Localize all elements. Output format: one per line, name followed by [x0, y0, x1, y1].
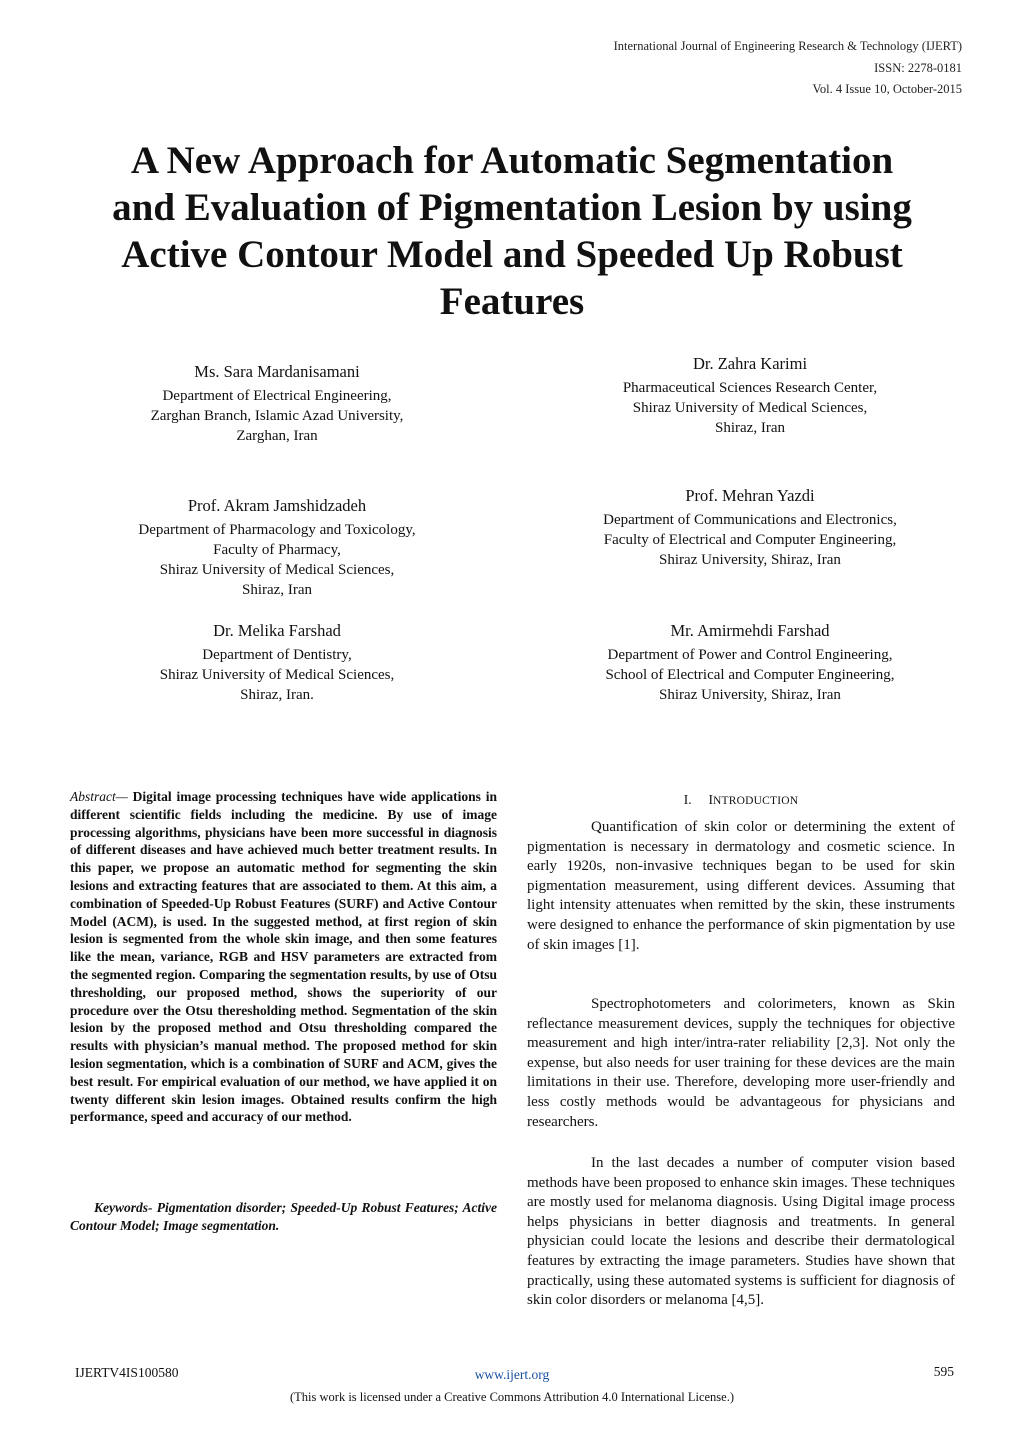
- section-number: I.: [683, 792, 692, 807]
- section-title-rest: NTRODUCTION: [713, 795, 799, 807]
- author-affiliation: Department of Communications and Electronics,: [603, 512, 897, 528]
- title-line: Active Contour Model and Speeded Up Robust: [121, 233, 903, 276]
- intro-paragraph: [527, 818, 955, 955]
- author-affiliation: Zarghan, Iran: [236, 428, 318, 444]
- author-name: Ms. Sara Mardanisamani: [194, 362, 360, 381]
- footer-paper-id: IJERTV4IS100580: [75, 1365, 179, 1380]
- footer-journal-link[interactable]: [0, 1367, 1024, 1383]
- author-affiliation: Department of Pharmacology and Toxicology,: [138, 522, 416, 538]
- author-affiliation: Faculty of Pharmacy,: [213, 542, 341, 558]
- paragraph-text: Spectrophotometers and colorimeters, known as Skin reflectance measurement devices, supply the techniques for objective measurement and high inter/intra-rater reliability [2,3]. Not only the expense, but also needs for user training for these devices are the main limitations in their use. Therefore, developing more user-friendly and less costly methods would be advantageous for physicians and researchers.: [527, 996, 955, 1130]
- author-affiliation: Zarghan Branch, Islamic Azad University,: [150, 408, 404, 424]
- author-affiliation: School of Electrical and Computer Engineering,: [605, 667, 895, 683]
- title-line: A New Approach for Automatic Segmentation: [130, 139, 894, 182]
- author-name: Prof. Akram Jamshidzadeh: [187, 496, 367, 515]
- author-affiliation: Department of Power and Control Engineering,: [607, 647, 893, 663]
- journal-header: [614, 36, 962, 101]
- author-affiliation: Shiraz University of Medical Sciences,: [159, 562, 395, 578]
- keywords: [70, 1199, 497, 1235]
- journal-volume: Vol. 4 Issue 10, October-2015: [812, 82, 962, 96]
- author-name: Dr. Melika Farshad: [213, 621, 341, 640]
- author-affiliation: Shiraz University, Shiraz, Iran: [659, 552, 841, 568]
- abstract: [70, 788, 497, 1126]
- section-heading-introduction: [527, 792, 955, 808]
- author-affiliation: Department of Dentistry,: [202, 647, 352, 663]
- author-affiliation: Pharmaceutical Sciences Research Center,: [622, 380, 878, 396]
- intro-paragraph: [527, 995, 955, 1132]
- journal-issn: ISSN: 2278-0181: [874, 60, 962, 75]
- section-title-initial: I: [708, 792, 713, 807]
- abstract-label: Abstract—: [70, 789, 128, 804]
- abstract-text: Digital image processing techniques have wide applications in different scientific fields including the medicine. By use of image processing algorithms, physicians have been more successful in diagnosis of different diseases and have achieved much better treatment results. In this paper, we propose an automatic method for segmenting the skin lesions and extracting features that are associated to them. At this aim, a combination of Speeded-Up Robust Features (SURF) and Active Contour Model (ACM), is used. In the suggested method, at first region of skin lesion is segmented from the whole skin image, and then some features like the mean, variance, RGB and HSV parameters are extracted from the segmented region. Comparing the segmentation results, by use of Otsu thresholding, our proposed method, shows the superiority of our procedure over the Otsu theresholding method. Segmentation of the skin lesion by the proposed method and Otsu thresholding compared the results with physician’s manual method. The proposed method for skin lesion segmentation, which is a combination of SURF and ACM, gives the best result. For empirical evaluation of our method, we have applied it on twenty different skin lesion images. Obtained results confirm the high performance, speed and accuracy of our method.: [70, 789, 498, 1125]
- author-block-karimi: [560, 354, 940, 438]
- paper-title: [62, 137, 962, 325]
- author-affiliation: Shiraz, Iran: [242, 582, 312, 598]
- license-notice: (This work is licensed under a Creative Commons Attribution 4.0 International License.): [290, 1390, 734, 1404]
- author-name: Mr. Amirmehdi Farshad: [670, 621, 830, 640]
- title-line: Features: [439, 280, 585, 323]
- author-affiliation: Shiraz, Iran: [715, 420, 785, 436]
- author-block-jamshidzadeh: [92, 496, 462, 600]
- author-affiliation: Faculty of Electrical and Computer Engineering,: [603, 532, 897, 548]
- title-line: and Evaluation of Pigmentation Lesion by using: [112, 186, 912, 229]
- author-name: Prof. Mehran Yazdi: [685, 486, 815, 505]
- page-number: 595: [933, 1364, 954, 1379]
- author-affiliation: Shiraz University of Medical Sciences,: [632, 400, 868, 416]
- author-block-melika-farshad: [92, 621, 462, 705]
- author-affiliation: Shiraz, Iran.: [240, 687, 314, 703]
- author-affiliation: Shiraz University, Shiraz, Iran: [659, 687, 841, 703]
- footer-url-text[interactable]: www.ijert.org: [474, 1367, 550, 1382]
- author-block-amirmehdi-farshad: [560, 621, 940, 705]
- paragraph-text: Quantification of skin color or determining the extent of pigmentation is necessary in dermatology and cosmetic science. In early 1920s, non-invasive techniques began to be used for skin pigmentation measurement, using different devices. Assuming that light intensity attenuates when remitted by the skin, these instruments were designed to enhance the performance of skin pigmentation by use of skin images [1].: [527, 819, 955, 953]
- intro-paragraph: [527, 1154, 955, 1311]
- author-block-yazdi: [560, 486, 940, 570]
- author-affiliation: Shiraz University of Medical Sciences,: [159, 667, 395, 683]
- journal-name: International Journal of Engineering Research & Technology (IJERT): [613, 39, 962, 53]
- keywords-label: Keywords-: [94, 1200, 153, 1215]
- paragraph-text: In the last decades a number of computer vision based methods have been proposed to enhance skin images. These techniques are mostly used for melanoma diagnosis. Using Digital image process helps physicians in better diagnosis and treatments. In general physician could locate the lesions and describe their dermatological features by extracting the image parameters. Studies have shown that practically, using these automated systems is sufficient for diagnosis of skin color disorders or melanoma [4,5].: [527, 1155, 955, 1309]
- author-name: Dr. Zahra Karimi: [692, 354, 808, 373]
- keywords-text: Pigmentation disorder; Speeded-Up Robust Features; Active Contour Model; Image segmentation.: [70, 1200, 498, 1233]
- author-block-mardanisamani: [92, 362, 462, 446]
- author-affiliation: Department of Electrical Engineering,: [162, 388, 392, 404]
